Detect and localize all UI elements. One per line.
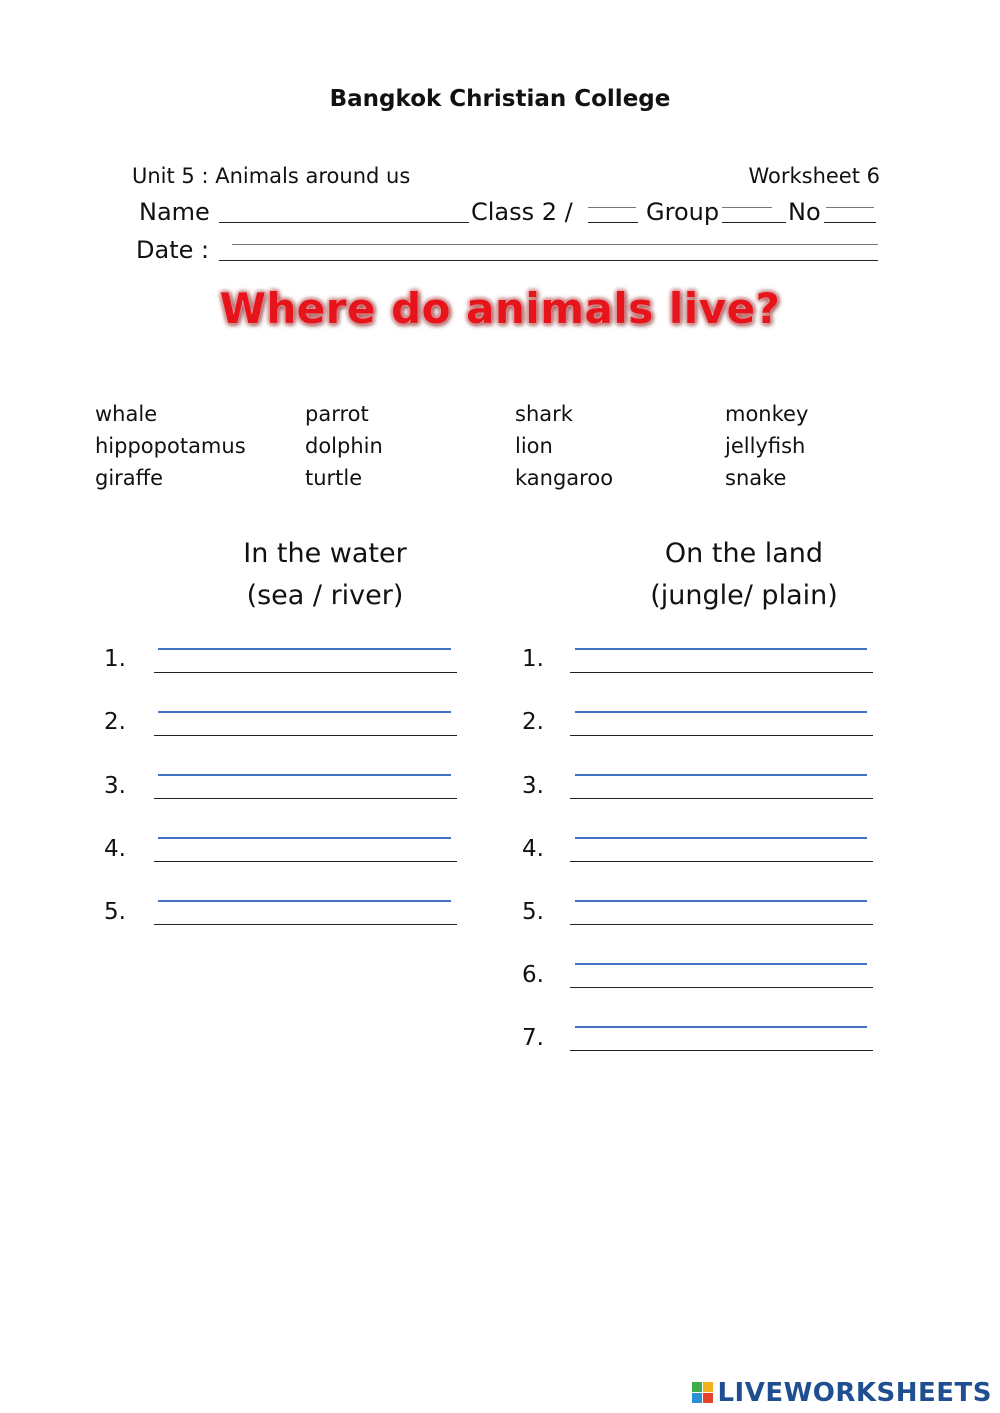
worksheet-number: Worksheet 6 <box>748 164 880 188</box>
group-field[interactable] <box>722 222 786 223</box>
water-answer-underline <box>154 735 457 736</box>
land-answer-number: 6. <box>522 962 544 988</box>
water-heading-subtitle: (sea / river) <box>246 580 404 611</box>
land-answer-underline <box>570 1050 873 1051</box>
worksheet-title: Where do animals live? <box>219 284 781 333</box>
liveworksheets-logo[interactable] <box>692 1378 992 1408</box>
land-answer-underline <box>570 672 873 673</box>
no-label: No <box>788 198 821 226</box>
land-answer-number: 7. <box>522 1025 544 1051</box>
date-label: Date : <box>136 236 210 264</box>
water-answer-number: 3. <box>104 773 126 799</box>
group-label: Group <box>646 198 720 226</box>
land-heading-title: On the land <box>664 538 824 569</box>
land-answer-number: 3. <box>522 773 544 799</box>
land-heading <box>594 533 894 617</box>
land-answer-input[interactable] <box>575 837 867 839</box>
unit-label: Unit 5 : Animals around us <box>132 164 411 188</box>
name-label: Name <box>139 198 210 226</box>
land-answer-number: 4. <box>522 836 544 862</box>
word-bank-item: hippopotamus <box>95 434 246 458</box>
water-answer-underline <box>154 924 457 925</box>
class-label: Class 2 / <box>471 198 573 226</box>
land-answer-number: 5. <box>522 899 544 925</box>
word-bank-item: lion <box>515 434 553 458</box>
word-bank-item: monkey <box>725 402 809 426</box>
word-bank-item: dolphin <box>305 434 383 458</box>
water-answer-input[interactable] <box>158 711 451 713</box>
land-answer-input[interactable] <box>575 900 867 902</box>
water-answer-number: 5. <box>104 899 126 925</box>
land-answer-underline <box>570 924 873 925</box>
land-answer-underline <box>570 987 873 988</box>
water-answer-input[interactable] <box>158 774 451 776</box>
word-bank-item: shark <box>515 402 573 426</box>
liveworksheets-brand: LIVEWORKSHEETS <box>717 1378 992 1408</box>
water-answer-underline <box>154 798 457 799</box>
word-bank-item: turtle <box>305 466 363 490</box>
land-answer-underline <box>570 735 873 736</box>
water-heading <box>175 533 475 617</box>
word-bank <box>0 402 1000 502</box>
name-field[interactable] <box>219 222 469 223</box>
word-bank-item: parrot <box>305 402 369 426</box>
class-field-guide <box>588 207 636 208</box>
water-answer-underline <box>154 861 457 862</box>
water-answer-number: 2. <box>104 709 126 735</box>
land-answer-number: 1. <box>522 646 544 672</box>
school-name: Bangkok Christian College <box>329 86 671 112</box>
water-heading-title: In the water <box>243 538 407 569</box>
water-answer-number: 1. <box>104 646 126 672</box>
word-bank-item: giraffe <box>95 466 164 490</box>
land-answer-input[interactable] <box>575 774 867 776</box>
land-answer-input[interactable] <box>575 1026 867 1028</box>
land-heading-subtitle: (jungle/ plain) <box>650 580 838 611</box>
date-field-guide <box>232 244 878 245</box>
land-answer-underline <box>570 798 873 799</box>
water-answer-input[interactable] <box>158 900 451 902</box>
word-bank-item: jellyfish <box>725 434 806 458</box>
liveworksheets-logo-icon <box>692 1382 714 1404</box>
no-field-guide <box>826 207 874 208</box>
water-answer-input[interactable] <box>158 648 451 650</box>
class-field[interactable] <box>588 222 638 223</box>
land-answer-input[interactable] <box>575 711 867 713</box>
no-field[interactable] <box>824 222 876 223</box>
water-answer-input[interactable] <box>158 837 451 839</box>
word-bank-item: kangaroo <box>515 466 614 490</box>
word-bank-item: snake <box>725 466 787 490</box>
land-answer-input[interactable] <box>575 648 867 650</box>
land-answer-input[interactable] <box>575 963 867 965</box>
word-bank-item: whale <box>95 402 158 426</box>
water-answer-underline <box>154 672 457 673</box>
group-field-guide <box>722 207 772 208</box>
water-answer-number: 4. <box>104 836 126 862</box>
land-answer-number: 2. <box>522 709 544 735</box>
date-field[interactable] <box>219 260 878 261</box>
land-answer-underline <box>570 861 873 862</box>
